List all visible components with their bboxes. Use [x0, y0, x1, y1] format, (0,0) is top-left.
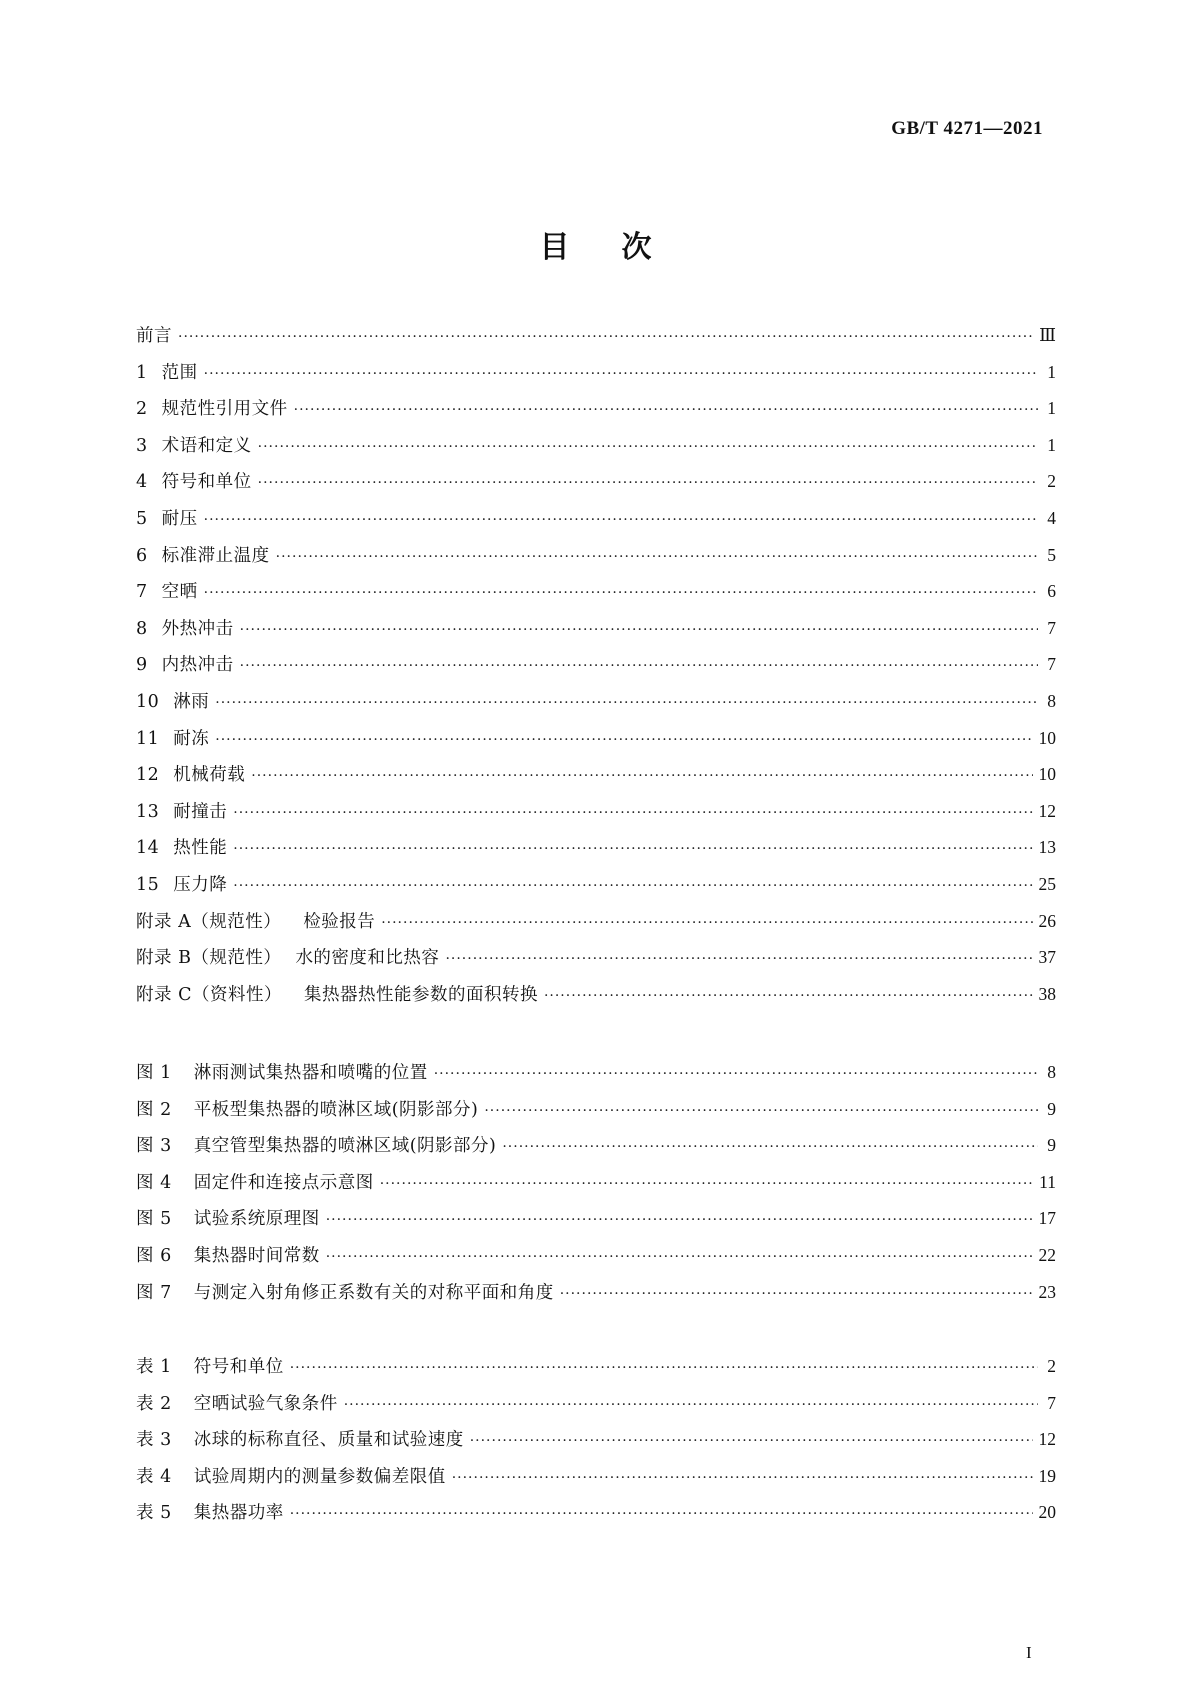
toc-entry-number: 附录 A（规范性） [136, 911, 282, 932]
toc-entry-page: Ⅲ [1039, 325, 1056, 345]
table-page: 20 [1038, 1502, 1056, 1523]
table-number: 表 2 [136, 1393, 172, 1414]
dot-leader [240, 622, 1038, 638]
table-label: 符号和单位 [193, 1357, 284, 1377]
toc-figure-entry[interactable] [136, 1242, 1056, 1279]
toc-main-list [136, 322, 1056, 1017]
standard-code: GB/T 4271—2021 [891, 118, 1043, 139]
toc-entry-label: 机械荷载 [173, 765, 246, 786]
figure-label: 平板型集热器的喷淋区域(阴影部分) [193, 1099, 479, 1120]
figure-label: 淋雨测试集热器和喷嘴的位置 [193, 1063, 428, 1083]
toc-entry-page: 8 [1047, 690, 1056, 711]
toc-entry-label: 外热冲击 [161, 618, 234, 639]
dot-leader [452, 1470, 1033, 1486]
figure-label: 与测定入射角修正系数有关的对称平面和角度 [193, 1282, 554, 1303]
toc-entry-label: 符号和单位 [161, 472, 252, 493]
table-label: 试验周期内的测量参数偏差限值 [193, 1466, 446, 1487]
toc-entry-page: 12 [1038, 800, 1056, 821]
toc-entry[interactable] [136, 725, 1056, 762]
toc-figure-entry[interactable] [136, 1059, 1056, 1096]
table-page: 7 [1047, 1392, 1056, 1413]
figure-label: 集热器时间常数 [193, 1245, 320, 1266]
toc-entry-label: 空晒 [161, 582, 198, 603]
toc-entry-label: 压力降 [173, 874, 228, 895]
toc-tables-list [136, 1353, 1056, 1536]
toc-entry-label: 水的密度和比热容 [295, 948, 440, 969]
toc-entry-page: 37 [1038, 947, 1056, 968]
dot-leader [294, 402, 1038, 418]
toc-figure-entry[interactable] [136, 1205, 1056, 1242]
toc-entry[interactable] [136, 505, 1056, 542]
toc-entry-number: 8 [136, 618, 148, 639]
dot-leader [178, 329, 1033, 345]
toc-entry-label: 集热器热性能参数的面积转换 [303, 984, 538, 1005]
figure-label: 试验系统原理图 [193, 1209, 320, 1230]
toc-table-entry[interactable] [136, 1426, 1056, 1463]
figure-page: 22 [1038, 1244, 1056, 1265]
toc-entry-number: 14 [136, 838, 160, 859]
dot-leader [233, 841, 1032, 857]
toc-entry-label: 标准滞止温度 [161, 545, 270, 566]
toc-entry-label: 耐冻 [173, 728, 210, 749]
toc-entry[interactable] [136, 322, 1056, 359]
dot-leader [276, 549, 1038, 565]
toc-figure-entry[interactable] [136, 1096, 1056, 1133]
toc-entry-label: 淋雨 [173, 691, 210, 712]
dot-leader [215, 732, 1032, 748]
dot-leader [434, 1066, 1038, 1082]
toc-entry-page: 6 [1047, 581, 1056, 602]
dot-leader [484, 1103, 1038, 1119]
toc-entry-page: 1 [1047, 434, 1056, 455]
table-page: 2 [1047, 1356, 1056, 1376]
toc-entry[interactable] [136, 578, 1056, 615]
toc-entry[interactable] [136, 432, 1056, 469]
table-number: 表 5 [136, 1503, 172, 1524]
toc-entry-page: 2 [1047, 471, 1056, 492]
toc-entry-number: 5 [136, 508, 148, 529]
toc-entry-number: 3 [136, 435, 148, 456]
toc-entry-page: 13 [1038, 837, 1056, 858]
toc-entry-page: 7 [1047, 617, 1056, 638]
toc-entry-number: 13 [136, 801, 160, 822]
toc-entry[interactable] [136, 468, 1056, 505]
toc-entry-number: 4 [136, 472, 148, 493]
toc-entry[interactable] [136, 542, 1056, 579]
dot-leader [240, 658, 1038, 674]
toc-entry[interactable] [136, 834, 1056, 871]
dot-leader [204, 585, 1038, 601]
toc-entry[interactable] [136, 651, 1056, 688]
dot-leader [326, 1249, 1033, 1265]
toc-entry[interactable] [136, 688, 1056, 725]
figure-label: 固定件和连接点示意图 [193, 1172, 374, 1193]
figure-number: 图 2 [136, 1099, 172, 1120]
toc-entry[interactable] [136, 395, 1056, 432]
toc-entry[interactable] [136, 761, 1056, 798]
toc-entry-label: 前言 [136, 326, 172, 346]
toc-entry-number: 7 [136, 582, 148, 603]
toc-figure-entry[interactable] [136, 1279, 1056, 1316]
toc-entry-page: 10 [1038, 727, 1056, 748]
dot-leader [380, 1176, 1033, 1192]
toc-entry-page: 1 [1047, 361, 1056, 382]
toc-entry-page: 7 [1047, 654, 1056, 675]
toc-entry[interactable] [136, 798, 1056, 835]
toc-entry-number: 附录 B（规范性） [136, 948, 282, 969]
toc-entry-appendix[interactable] [136, 944, 1056, 981]
toc-entry-appendix[interactable] [136, 981, 1056, 1018]
toc-entry[interactable] [136, 615, 1056, 652]
toc-table-entry[interactable] [136, 1390, 1056, 1427]
toc-entry-label: 内热冲击 [161, 655, 234, 676]
toc-entry-label: 范围 [161, 362, 198, 383]
figure-number: 图 7 [136, 1282, 172, 1303]
dot-leader [251, 768, 1032, 784]
toc-entry-page: 10 [1038, 764, 1056, 785]
toc-entry-page: 4 [1047, 507, 1056, 528]
toc-entry-number: 2 [136, 399, 148, 420]
figure-page: 8 [1047, 1062, 1056, 1082]
toc-table-entry[interactable] [136, 1353, 1056, 1390]
toc-table-entry[interactable] [136, 1463, 1056, 1500]
figure-number: 图 6 [136, 1245, 172, 1266]
dot-leader [290, 1506, 1033, 1522]
toc-entry-page: 5 [1047, 544, 1056, 565]
dot-leader [344, 1397, 1038, 1413]
dot-leader [233, 878, 1032, 894]
toc-entry-page: 1 [1047, 398, 1056, 419]
table-label: 冰球的标称直径、质量和试验速度 [193, 1430, 464, 1451]
toc-entry-label: 术语和定义 [161, 435, 252, 456]
toc-entry-number: 附录 C（资料性） [136, 984, 282, 1005]
toc-entry-label: 耐撞击 [173, 801, 228, 822]
toc-entry-label: 热性能 [173, 838, 228, 859]
dot-leader [470, 1433, 1033, 1449]
toc-entry-appendix[interactable] [136, 908, 1056, 945]
toc-entry-number: 1 [136, 362, 148, 383]
table-number: 表 4 [136, 1466, 172, 1487]
toc-figure-entry[interactable] [136, 1169, 1056, 1206]
dot-leader [381, 915, 1032, 931]
figure-number: 图 4 [136, 1172, 172, 1193]
toc-entry-label: 检验报告 [303, 911, 376, 932]
dot-leader [233, 805, 1032, 821]
dot-leader [258, 439, 1038, 455]
dot-leader [258, 475, 1038, 491]
toc-entry-number: 9 [136, 655, 148, 676]
figure-number: 图 3 [136, 1136, 172, 1157]
toc-entry-number: 6 [136, 545, 148, 566]
toc-entry-number: 15 [136, 874, 160, 895]
dot-leader [445, 951, 1032, 967]
dot-leader [544, 988, 1033, 1004]
toc-entry[interactable] [136, 359, 1056, 396]
dot-leader [502, 1139, 1038, 1155]
toc-figure-entry[interactable] [136, 1132, 1056, 1169]
dot-leader [204, 366, 1038, 382]
toc-entry-number: 12 [136, 765, 160, 786]
table-page: 12 [1038, 1429, 1056, 1450]
toc-entry-page: 25 [1038, 873, 1056, 894]
page-title: 目次 [539, 230, 704, 265]
figure-page: 23 [1038, 1281, 1056, 1302]
dot-leader [204, 512, 1038, 528]
figure-page: 17 [1038, 1208, 1056, 1229]
dot-leader [326, 1212, 1033, 1228]
figure-page: 11 [1039, 1171, 1056, 1192]
dot-leader [560, 1286, 1033, 1302]
figure-page: 9 [1047, 1135, 1056, 1156]
dot-leader [215, 695, 1038, 711]
toc-entry-page: 26 [1038, 910, 1056, 931]
table-label: 空晒试验气象条件 [193, 1393, 338, 1414]
figure-number: 图 5 [136, 1209, 172, 1230]
figure-number: 图 1 [136, 1063, 172, 1083]
figure-label: 真空管型集热器的喷淋区域(阴影部分) [193, 1136, 497, 1157]
page-number: I [1026, 1643, 1032, 1662]
toc-entry-label: 耐压 [161, 508, 198, 529]
toc-entry-page: 38 [1038, 983, 1056, 1004]
toc-figures-list [136, 1059, 1056, 1315]
table-number: 表 3 [136, 1430, 172, 1451]
toc-entry[interactable] [136, 871, 1056, 908]
toc-table-entry[interactable] [136, 1499, 1056, 1536]
toc-entry-label: 规范性引用文件 [161, 399, 288, 420]
table-label: 集热器功率 [193, 1503, 284, 1524]
table-page: 19 [1038, 1465, 1056, 1486]
toc-entry-number: 11 [136, 728, 160, 749]
table-number: 表 1 [136, 1357, 172, 1377]
toc-entry-number: 10 [136, 691, 160, 712]
figure-page: 9 [1047, 1098, 1056, 1119]
dot-leader [290, 1360, 1038, 1376]
